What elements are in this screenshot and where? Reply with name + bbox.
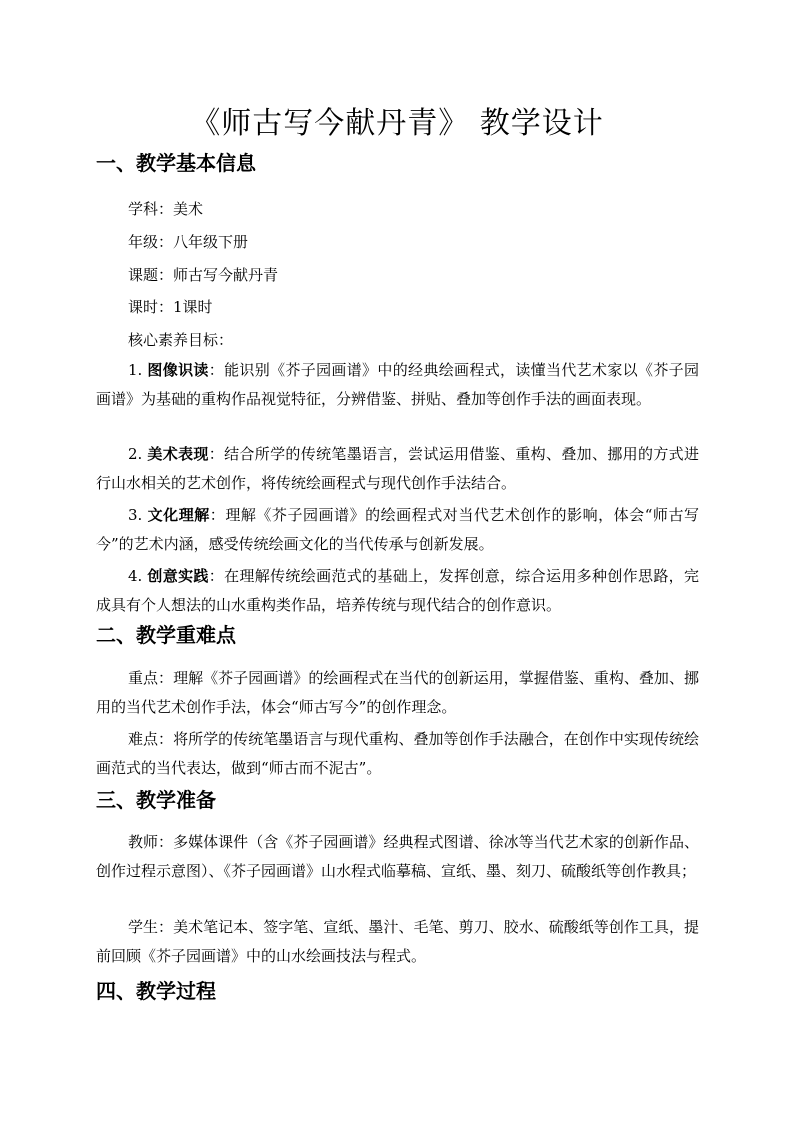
info-topic: 课题：师古写今献丹青 <box>128 266 279 284</box>
goal-separator: ： <box>208 361 225 379</box>
goal-name: 美术表现 <box>147 445 209 463</box>
goal-item-art-expression <box>96 440 699 498</box>
goal-separator: ： <box>208 445 225 463</box>
goal-item-cultural-understanding <box>96 501 699 559</box>
goal-text: 能识别《芥子园画谱》中的经典绘画程式，读懂当代艺术家以《芥子园画谱》为基础的重构作品视觉特征，分辨借鉴、拼贴、叠加等创作手法的画面表现。 <box>96 361 699 408</box>
info-period: 课时：1课时 <box>128 298 213 316</box>
goal-number: 3. <box>128 506 148 524</box>
goal-name: 文化理解 <box>147 506 210 524</box>
document-title: 《师古写今献丹青》 教学设计 <box>190 106 604 141</box>
teacher-preparation-paragraph: 教师：多媒体课件（含《芥子园画谱》经典程式图谱、徐冰等当代艺术家的创新作品、创作过程示意图）、《芥子园画谱》山水程式临摹稿、宣纸、墨、刻刀、硫酸纸等创作教具； <box>96 833 699 880</box>
key-point-paragraph: 重点：理解《芥子园画谱》的绘画程式在当代的创新运用，掌握借鉴、重构、叠加、挪用的当代艺术创作手法，体会“师古写今”的创作理念。 <box>96 669 699 716</box>
goal-name: 创意实践 <box>147 567 209 585</box>
section-heading-basic-info: 一、教学基本信息 <box>96 151 256 175</box>
section-heading-teaching-process: 四、教学过程 <box>96 979 216 1003</box>
goal-text: 理解《芥子园画谱》的绘画程式对当代艺术创作的影响，体会“师古写今”的艺术内涵，感受传统绘画文化的当代传承与创新发展。 <box>96 506 699 553</box>
goal-item-image-reading <box>96 356 699 414</box>
goal-separator: ： <box>208 567 225 585</box>
goal-number: 4. <box>128 567 148 585</box>
goal-number: 1. <box>128 361 148 379</box>
goal-number: 2. <box>128 445 148 463</box>
goal-name: 图像识读 <box>147 361 209 379</box>
difficulty-paragraph: 难点：将所学的传统笔墨语言与现代重构、叠加等创作手法融合，在创作中实现传统绘画范式的当代表达，做到“师古而不泥古”。 <box>96 730 699 777</box>
info-grade: 年级：八年级下册 <box>128 233 249 251</box>
section-heading-key-difficult-points: 二、教学重难点 <box>96 623 236 647</box>
goal-separator: ： <box>209 506 226 524</box>
info-goals-label: 核心素养目标： <box>128 331 234 349</box>
info-subject: 学科：美术 <box>128 200 204 218</box>
goal-item-creative-practice <box>96 562 699 620</box>
goal-text: 结合所学的传统笔墨语言，尝试运用借鉴、重构、叠加、挪用的方式进行山水相关的艺术创作，将传统绘画程式与现代创作手法结合。 <box>96 445 699 492</box>
goal-text: 在理解传统绘画范式的基础上，发挥创意，综合运用多种创作思路，完成具有个人想法的山水重构类作品，培养传统与现代结合的创作意识。 <box>96 567 699 614</box>
student-preparation-paragraph: 学生：美术笔记本、签字笔、宣纸、墨汁、毛笔、剪刀、胶水、硫酸纸等创作工具，提前回顾《芥子园画谱》中的山水绘画技法与程式。 <box>96 918 699 965</box>
section-heading-preparation: 三、教学准备 <box>96 788 216 812</box>
